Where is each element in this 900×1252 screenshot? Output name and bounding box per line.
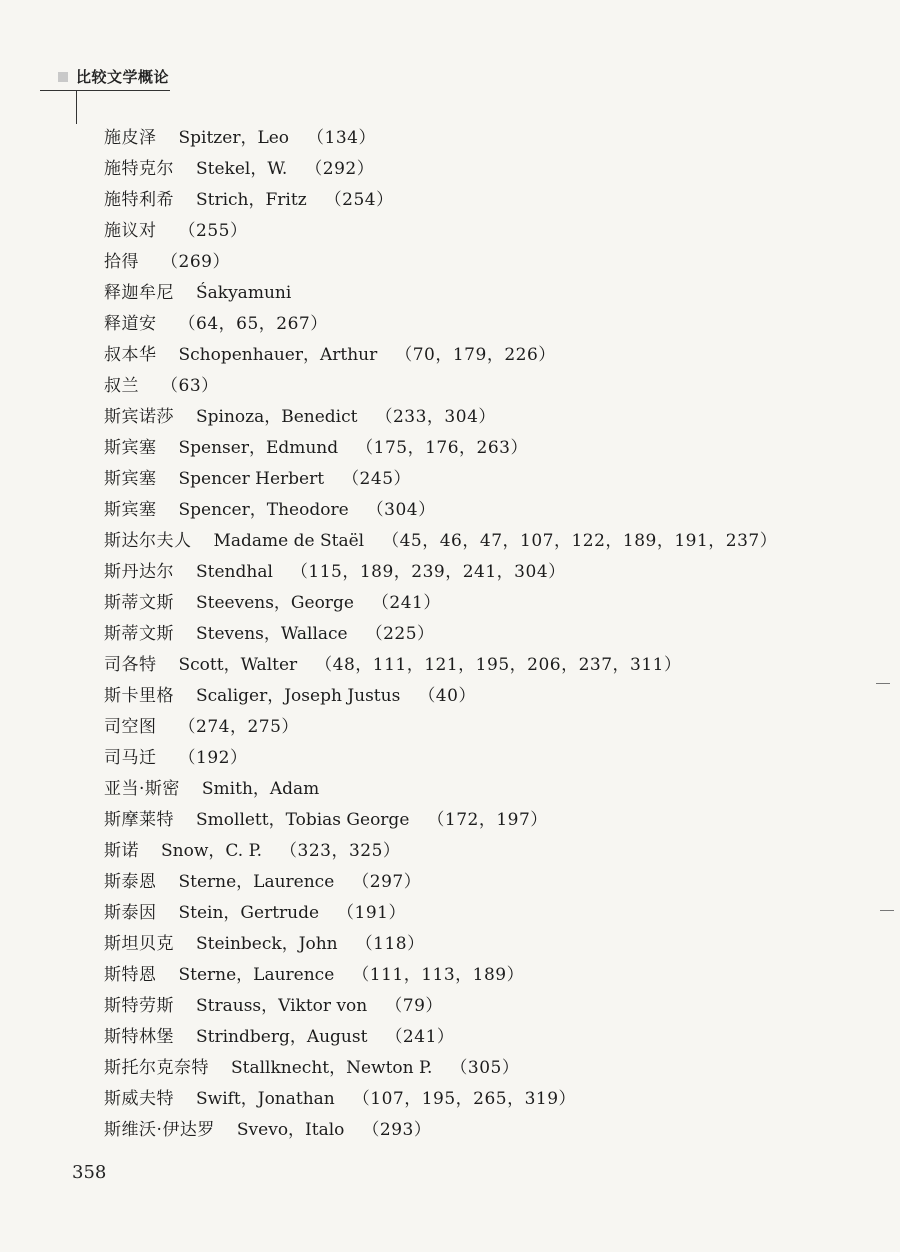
chinese-name: 斯特林堡 (104, 1027, 174, 1047)
page-references: （40） (418, 686, 476, 706)
page-references: （274，275） (178, 717, 299, 737)
header-rule (40, 90, 170, 91)
index-entry (104, 557, 864, 588)
chinese-name: 斯托尔克奈特 (104, 1058, 209, 1078)
index-entry (104, 774, 864, 805)
page-references: （245） (342, 469, 412, 489)
chinese-name: 斯维沃·伊达罗 (104, 1120, 215, 1140)
scan-edge-mark (876, 683, 890, 684)
western-name: Swift，Jonathan (196, 1089, 335, 1109)
page-references: （255） (178, 221, 248, 241)
western-name: Scaliger，Joseph Justus (196, 686, 401, 706)
chinese-name: 释迦牟尼 (104, 283, 174, 303)
index-entry (104, 836, 864, 867)
chinese-name: 斯宾塞 (104, 469, 157, 489)
page-references: （323，325） (280, 841, 401, 861)
western-name: Steinbeck，John (196, 934, 338, 954)
page-references: （111，113，189） (352, 965, 525, 985)
page-references: （134） (307, 128, 376, 148)
page-references: （305） (450, 1058, 520, 1078)
page-references: （107，195，265，319） (352, 1089, 577, 1109)
page-references: （192） (178, 748, 248, 768)
index-entry (104, 588, 864, 619)
chinese-name: 释道安 (104, 314, 157, 334)
western-name: Steevens，George (196, 593, 354, 613)
page-references: （269） (161, 252, 230, 272)
chinese-name: 斯宾诺莎 (104, 407, 174, 427)
index-entry (104, 1115, 864, 1146)
chinese-name: 叔本华 (104, 345, 157, 365)
chinese-name: 斯蒂文斯 (104, 593, 174, 613)
chinese-name: 斯丹达尔 (104, 562, 174, 582)
chinese-name: 叔兰 (104, 376, 139, 396)
index-entry (104, 185, 864, 216)
index-entry (104, 216, 864, 247)
scan-edge-mark (880, 910, 894, 911)
page-references: （115，189，239，241，304） (290, 562, 566, 582)
western-name: Spencer Herbert (178, 469, 325, 489)
index-entry (104, 495, 864, 526)
index-entry (104, 743, 864, 774)
chinese-name: 斯诺 (104, 841, 139, 861)
western-name: Spinoza，Benedict (196, 407, 358, 427)
chinese-name: 施特克尔 (104, 159, 174, 179)
western-name: Stekel，W. (196, 159, 288, 179)
chinese-name: 亚当·斯密 (104, 779, 180, 799)
index-entry-list (104, 123, 864, 1146)
western-name: Smith，Adam (201, 779, 320, 799)
page-references: （304） (366, 500, 436, 520)
index-entry (104, 123, 864, 154)
chinese-name: 施特利希 (104, 190, 174, 210)
western-name: Strich，Fritz (196, 190, 307, 210)
index-entry (104, 526, 864, 557)
index-entry (104, 371, 864, 402)
index-entry (104, 464, 864, 495)
page-references: （63） (161, 376, 219, 396)
western-name: Stallknecht，Newton P. (231, 1058, 433, 1078)
western-name: Śakyamuni (196, 283, 292, 303)
page-references: （225） (365, 624, 435, 644)
page-references: （64，65，267） (178, 314, 328, 334)
index-entry (104, 340, 864, 371)
page-references: （48，111，121，195，206，237，311） (315, 655, 682, 675)
western-name: Scott，Walter (178, 655, 298, 675)
book-title: 比较文学概论 (76, 68, 170, 86)
page-number: 358 (72, 1162, 107, 1183)
index-entry (104, 619, 864, 650)
western-name: Sterne，Laurence (178, 872, 335, 892)
index-entry (104, 960, 864, 991)
chinese-name: 司马迁 (104, 748, 157, 768)
chinese-name: 斯宾塞 (104, 500, 157, 520)
chinese-name: 斯威夫特 (104, 1089, 174, 1109)
chinese-name: 斯蒂文斯 (104, 624, 174, 644)
western-name: Sterne，Laurence (178, 965, 335, 985)
page-references: （70，179，226） (395, 345, 556, 365)
western-name: Spencer，Theodore (178, 500, 349, 520)
index-entry (104, 681, 864, 712)
index-entry (104, 867, 864, 898)
page-references: （191） (337, 903, 406, 923)
western-name: Spitzer，Leo (178, 128, 290, 148)
western-name: Strauss，Viktor von (196, 996, 368, 1016)
chinese-name: 拾得 (104, 252, 139, 272)
index-entry (104, 402, 864, 433)
western-name: Schopenhauer，Arthur (178, 345, 378, 365)
western-name: Svevo，Italo (236, 1120, 345, 1140)
chinese-name: 斯宾塞 (104, 438, 157, 458)
chinese-name: 施皮泽 (104, 128, 157, 148)
western-name: Stein，Gertrude (178, 903, 320, 923)
index-entry (104, 712, 864, 743)
chinese-name: 司各特 (104, 655, 157, 675)
western-name: Madame de Staël (213, 531, 365, 551)
page-references: （172，197） (427, 810, 548, 830)
page-references: （292） (305, 159, 375, 179)
page-references: （118） (355, 934, 425, 954)
western-name: Smollett，Tobias George (196, 810, 410, 830)
chinese-name: 斯卡里格 (104, 686, 174, 706)
page-references: （175，176，263） (356, 438, 528, 458)
page-references: （293） (362, 1120, 432, 1140)
index-entry (104, 154, 864, 185)
page-references: （79） (385, 996, 443, 1016)
chinese-name: 斯达尔夫人 (104, 531, 192, 551)
chinese-name: 司空图 (104, 717, 157, 737)
index-entry (104, 1053, 864, 1084)
chinese-name: 斯摩莱特 (104, 810, 174, 830)
header-vertical-rule (76, 90, 77, 124)
index-entry (104, 1022, 864, 1053)
chinese-name: 斯特劳斯 (104, 996, 174, 1016)
index-entry (104, 278, 864, 309)
western-name: Strindberg，August (196, 1027, 368, 1047)
western-name: Spenser，Edmund (178, 438, 339, 458)
index-entry (104, 898, 864, 929)
western-name: Stevens，Wallace (196, 624, 348, 644)
chinese-name: 斯泰恩 (104, 872, 157, 892)
page-references: （233，304） (375, 407, 496, 427)
page-references: （241） (385, 1027, 455, 1047)
chinese-name: 施议对 (104, 221, 157, 241)
index-entry (104, 650, 864, 681)
page-references: （45，46，47，107，122，189，191，237） (382, 531, 778, 551)
index-entry (104, 309, 864, 340)
index-entry (104, 433, 864, 464)
index-entry (104, 991, 864, 1022)
western-name: Snow，C. P. (161, 841, 262, 861)
index-entry (104, 805, 864, 836)
page-references: （241） (371, 593, 441, 613)
header-square-mark (58, 72, 68, 82)
running-header (40, 62, 170, 124)
index-entry (104, 929, 864, 960)
chinese-name: 斯坦贝克 (104, 934, 174, 954)
page-references: （297） (352, 872, 422, 892)
page-references: （254） (324, 190, 394, 210)
index-entry (104, 247, 864, 278)
chinese-name: 斯特恩 (104, 965, 157, 985)
chinese-name: 斯泰因 (104, 903, 157, 923)
index-entry (104, 1084, 864, 1115)
western-name: Stendhal (196, 562, 273, 582)
